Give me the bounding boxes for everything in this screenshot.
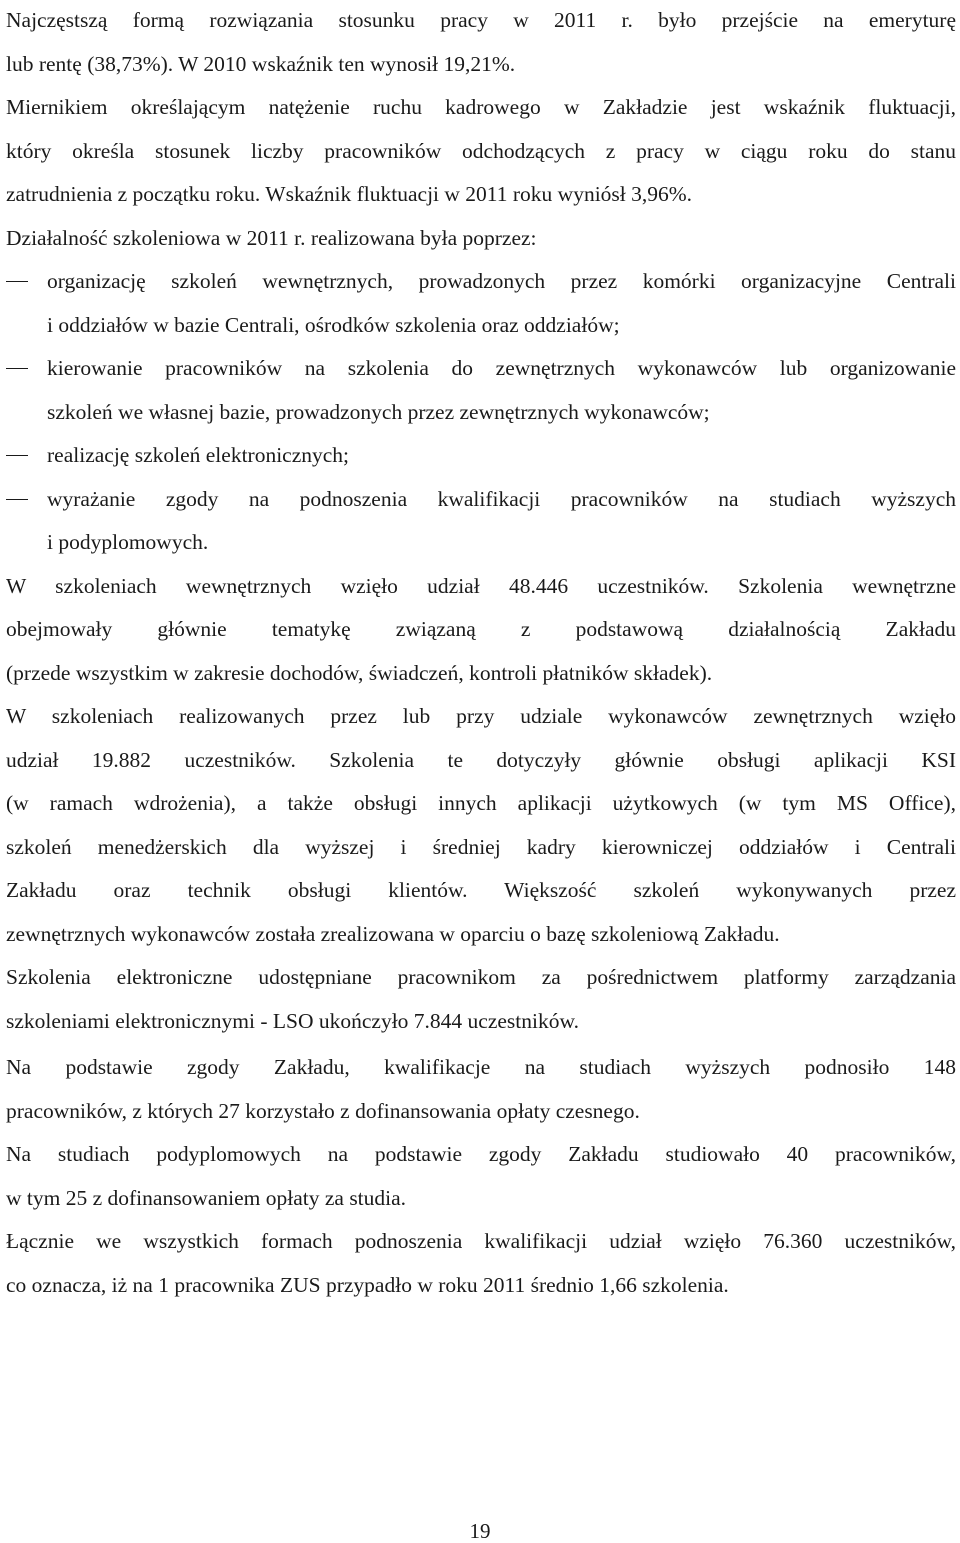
paragraph-e-learning	[6, 956, 956, 1043]
list-item-line: wyrażanie zgody na podnoszenia kwalifikacji pracowników na studiach wyższych	[47, 486, 956, 511]
paragraph-postgraduate-studies	[6, 1133, 956, 1220]
paragraph-line: pracowników, z których 27 korzystało z dofinansowania opłaty czesnego.	[6, 1098, 640, 1123]
paragraph-summary	[6, 1220, 956, 1307]
paragraph-line: obejmowały głównie tematykę związaną z podstawową działalnością Zakładu	[6, 617, 956, 641]
document-page	[6, 0, 956, 1307]
list-item	[6, 478, 956, 565]
list-item	[6, 347, 956, 434]
paragraph-line: zewnętrznych wykonawców została zrealizowana w oparciu o bazę szkoleniową Zakładu.	[6, 921, 780, 946]
training-intro	[6, 217, 956, 261]
paragraph-internal-training	[6, 565, 956, 696]
dash-bullet	[6, 455, 28, 456]
paragraph-line: lub rentę (38,73%). W 2010 wskaźnik ten wynosił 19,21%.	[6, 51, 516, 76]
paragraph-line: który określa stosunek liczby pracowników odchodzących z pracy w ciągu roku do stanu	[6, 138, 956, 163]
list-item-line: kierowanie pracowników na szkolenia do zewnętrznych wykonawców lub organizowanie	[47, 356, 956, 380]
list-item-line: realizację szkoleń elektronicznych;	[47, 443, 350, 467]
dash-bullet	[6, 368, 28, 369]
page-number: 19	[469, 1519, 491, 1543]
paragraph-retirement	[6, 0, 956, 86]
paragraph-line: Miernikiem określającym natężenie ruchu kadrowego w Zakładzie jest wskaźnik fluktuacji,	[6, 95, 956, 119]
paragraph-line: Działalność szkoleniowa w 2011 r. realizowana była poprzez:	[6, 225, 537, 250]
paragraph-line: (przede wszystkim w zakresie dochodów, świadczeń, kontroli płatników składek).	[6, 660, 713, 685]
paragraph-line: Łącznie we wszystkich formach podnoszenia kwalifikacji udział wzięło 76.360 uczestników,	[6, 1229, 956, 1253]
paragraph-line: Zakładu oraz technik obsługi klientów. Większość szkoleń wykonywanych przez	[6, 878, 956, 902]
list-item	[6, 434, 956, 478]
paragraph-line: Najczęstszą formą rozwiązania stosunku pracy w 2011 r. było przejście na emeryturę	[6, 8, 956, 32]
paragraph-line: Na studiach podyplomowych na podstawie zgody Zakładu studiowało 40 pracowników,	[6, 1142, 956, 1166]
paragraph-line: szkoleniami elektronicznymi - LSO ukończyło 7.844 uczestników.	[6, 1008, 579, 1033]
list-item-line: szkoleń we własnej bazie, prowadzonych przez zewnętrznych wykonawców;	[47, 399, 710, 424]
paragraph-line: w tym 25 z dofinansowaniem opłaty za studia.	[6, 1185, 407, 1210]
list-item-line: organizację szkoleń wewnętrznych, prowadzonych przez komórki organizacyjne Centrali	[47, 269, 956, 293]
paragraph-line: Na podstawie zgody Zakładu, kwalifikacje na studiach wyższych podnosiło 148	[6, 1055, 956, 1079]
paragraph-line: szkoleń menedżerskich dla wyższej i średniej kadry kierowniczej oddziałów i Centrali	[6, 834, 956, 859]
paragraph-line: udział 19.882 uczestników. Szkolenia te dotyczyły głównie obsługi aplikacji KSI	[6, 747, 956, 772]
training-list	[6, 260, 956, 565]
dash-bullet	[6, 281, 28, 282]
paragraph-line: W szkoleniach wewnętrznych wzięło udział 48.446 uczestników. Szkolenia wewnętrzne	[6, 573, 956, 598]
list-item-line: i podyplomowych.	[47, 530, 209, 554]
list-item-line: i oddziałów w bazie Centrali, ośrodków szkolenia oraz oddziałów;	[47, 312, 620, 337]
paragraph-external-training	[6, 695, 956, 956]
list-item	[6, 260, 956, 347]
paragraph-line: co oznacza, iż na 1 pracownika ZUS przypadło w roku 2011 średnio 1,66 szkolenia.	[6, 1272, 729, 1297]
paragraph-higher-studies	[6, 1046, 956, 1133]
paragraph-line: (w ramach wdrożenia), a także obsługi innych aplikacji użytkowych (w tym MS Office),	[6, 791, 956, 815]
dash-bullet	[6, 499, 28, 500]
paragraph-line: zatrudnienia z początku roku. Wskaźnik fluktuacji w 2011 roku wyniósł 3,96%.	[6, 182, 693, 206]
paragraph-fluctuation	[6, 86, 956, 217]
paragraph-line: W szkoleniach realizowanych przez lub przy udziale wykonawców zewnętrznych wzięło	[6, 704, 956, 728]
paragraph-line: Szkolenia elektroniczne udostępniane pracownikom za pośrednictwem platformy zarządzania	[6, 965, 956, 989]
